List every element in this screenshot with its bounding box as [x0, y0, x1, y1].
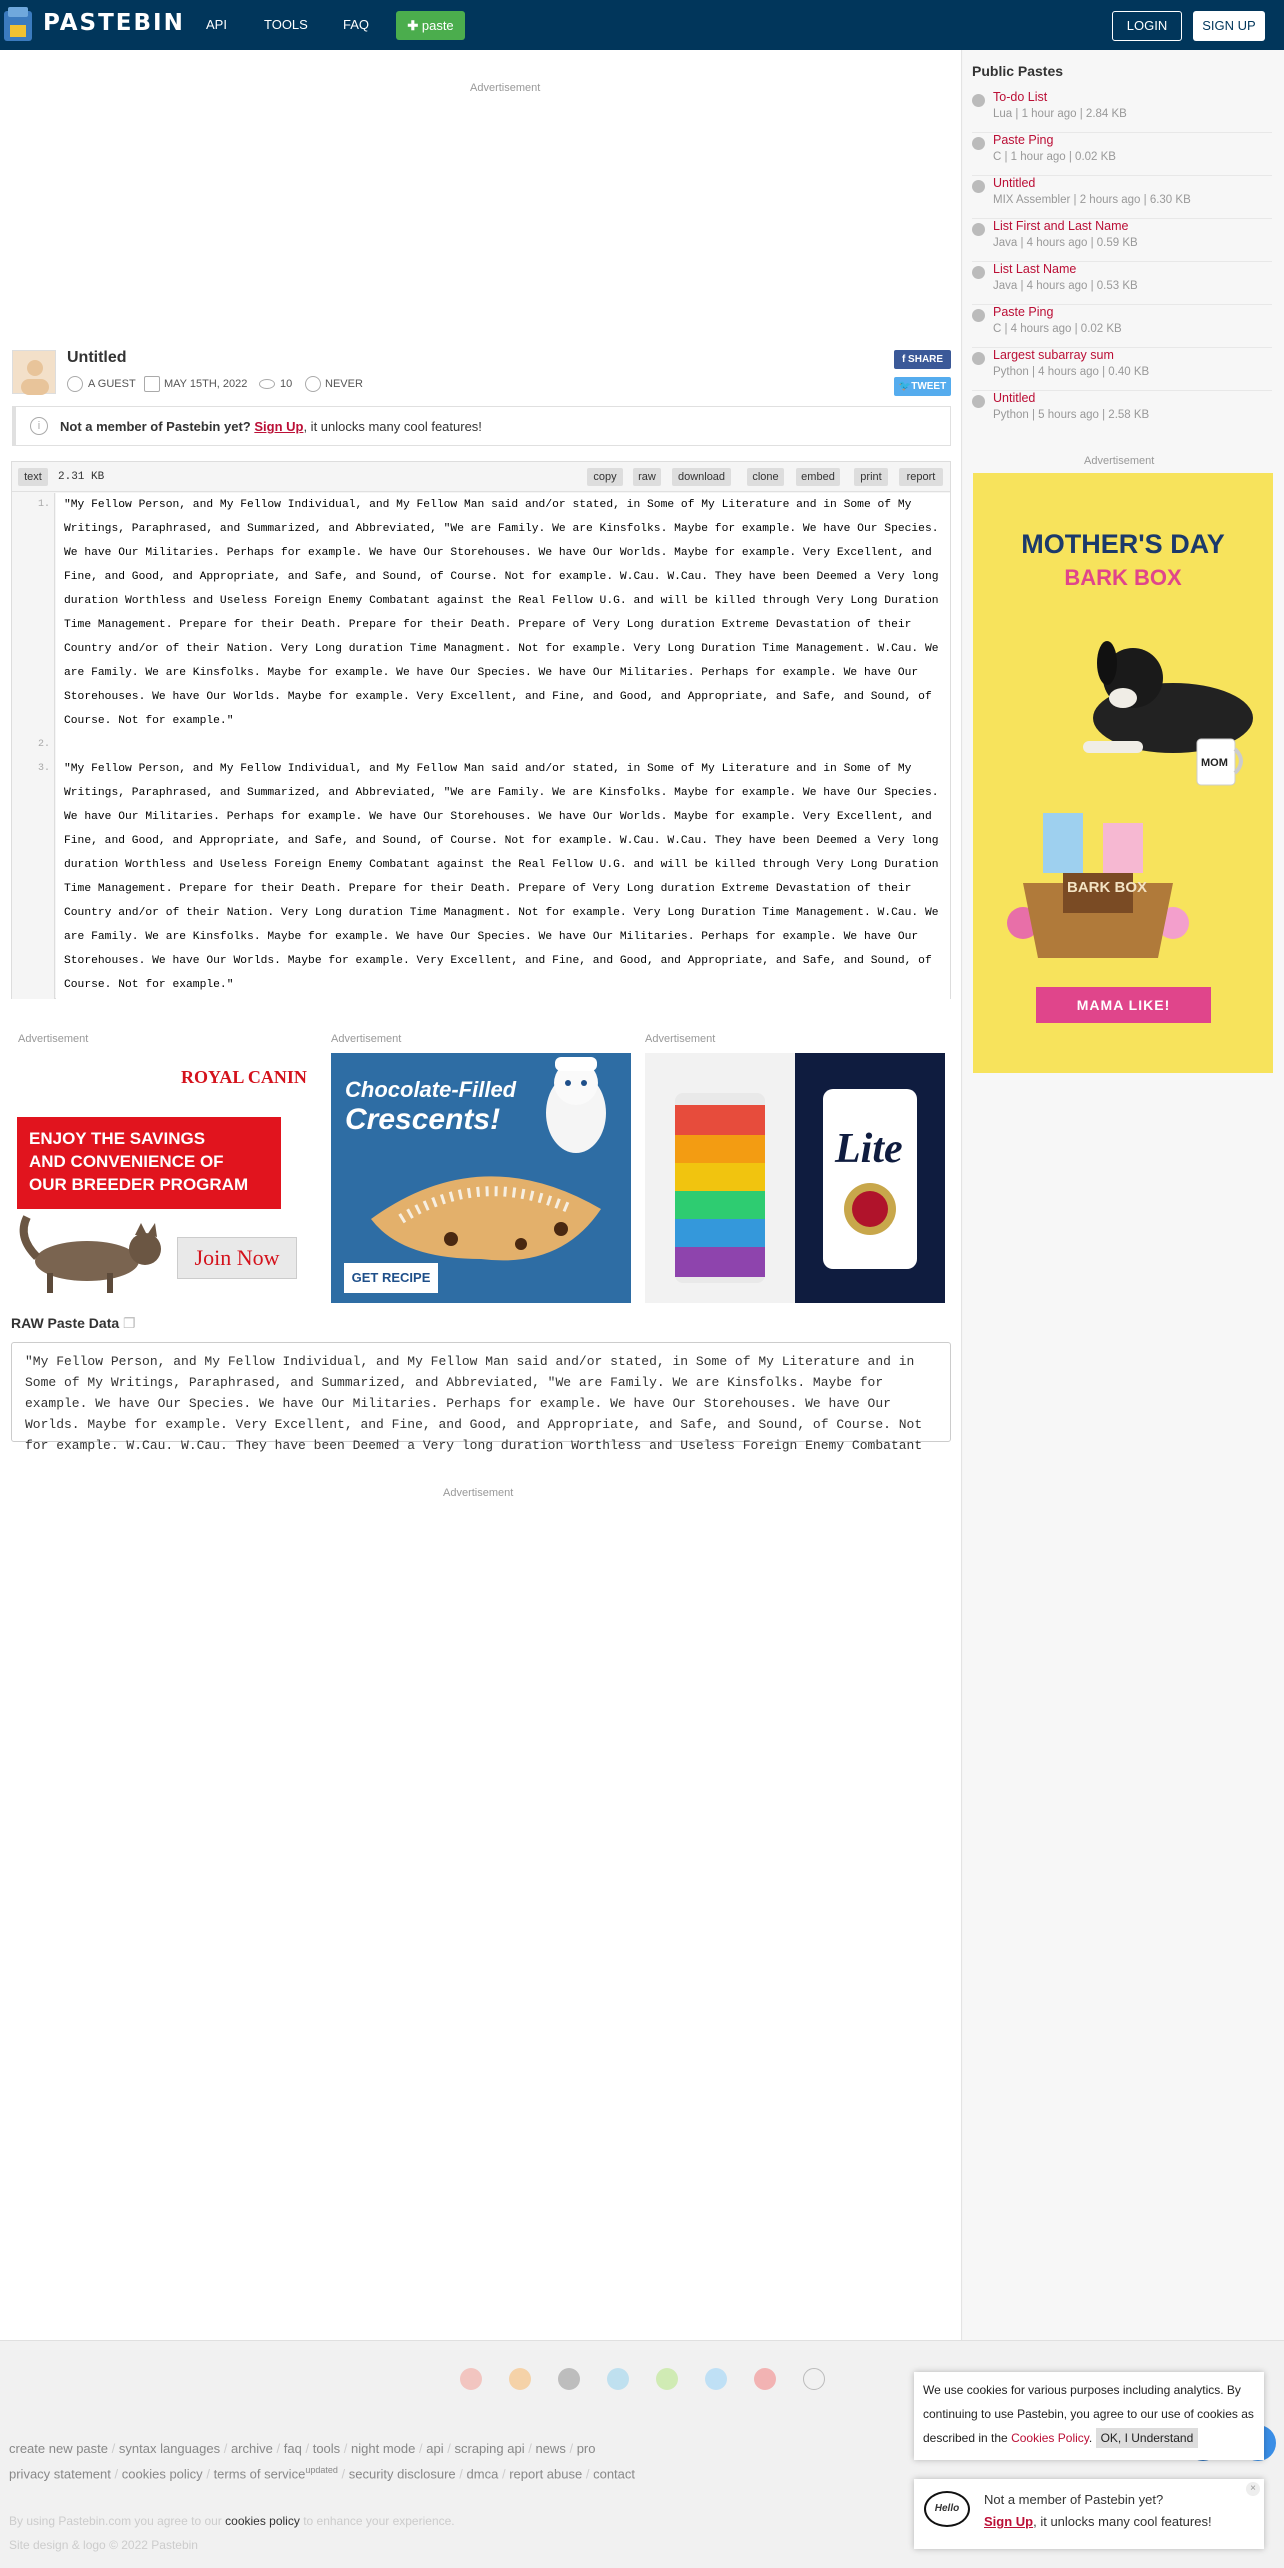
gift-basket-image [1003, 793, 1193, 963]
updated-badge: updated [305, 2465, 338, 2475]
cookie-text: We use cookies for various purposes including analytics. By continuing to use Pastebin, you agree to our use of cookies as described in the [923, 2383, 1254, 2445]
code-line [64, 733, 946, 757]
agree-pre: By using Pastebin.com you agree to our [9, 2514, 222, 2528]
public-paste-item[interactable] [972, 348, 1272, 391]
paste-info: C | 1 hour ago | 0.02 KB [993, 151, 1116, 163]
code-area [12, 493, 950, 999]
footer-syntax-languages[interactable]: syntax languages [118, 2441, 221, 2456]
crescent-image [361, 1149, 611, 1279]
avatar[interactable] [12, 350, 56, 394]
pillsbury-headline2: Crescents! [345, 1103, 501, 1136]
public-paste-item[interactable] [972, 305, 1272, 348]
user-icon [67, 376, 83, 392]
footer-links-row2: privacy statement / cookies policy / terms of service$^{updated}$ / security disclosure / dmca / report abuse / contact [9, 2465, 636, 2482]
footer-security[interactable]: security disclosure [348, 2466, 456, 2482]
chrome-extension-icon[interactable] [460, 2368, 482, 2390]
paste-name[interactable]: List First and Last Name [993, 219, 1129, 233]
agree-cookies-link[interactable]: cookies policy [225, 2514, 300, 2528]
popup-line1: Not a member of Pastebin yet? [984, 2492, 1164, 2507]
paste-info: Python | 4 hours ago | 0.40 KB [993, 366, 1150, 378]
rc-line3: OUR BREEDER PROGRAM [29, 1175, 249, 1194]
notice-bold: Not a member of Pastebin yet? [60, 419, 251, 434]
footer-news[interactable]: news [535, 2441, 566, 2456]
raw-button[interactable]: raw [633, 468, 661, 486]
paste-date: MAY 15TH, 2022 [164, 378, 248, 390]
paste-info: Java | 4 hours ago | 0.53 KB [993, 280, 1138, 292]
syntax-badge[interactable]: text [18, 468, 48, 486]
globe-icon [972, 137, 985, 150]
calendar-icon [144, 376, 160, 392]
footer-pro[interactable]: pro [576, 2441, 596, 2456]
paste-name[interactable]: Untitled [993, 176, 1036, 190]
footer-faq[interactable]: faq [283, 2441, 302, 2456]
paste-size: 2.31 KB [58, 471, 105, 483]
facebook-share-button[interactable] [894, 350, 951, 369]
embed-button[interactable]: embed [796, 468, 840, 486]
paste-name[interactable]: Paste Ping [993, 305, 1054, 319]
pillsbury-ad[interactable] [331, 1053, 631, 1303]
login-button[interactable]: LOGIN [1112, 11, 1182, 41]
footer-archive[interactable]: archive [230, 2441, 273, 2456]
paste-info: Python | 5 hours ago | 2.58 KB [993, 409, 1150, 421]
paste-info: Java | 4 hours ago | 0.59 KB [993, 237, 1138, 249]
join-now-button[interactable]: Join Now [177, 1237, 297, 1279]
footer-create-new-paste[interactable]: create new paste [9, 2441, 109, 2456]
crate-label: BARK BOX [1067, 879, 1148, 896]
line-number: 3. [37, 763, 50, 774]
public-paste-item[interactable] [972, 219, 1272, 262]
public-pastes-title: Public Pastes [972, 63, 1064, 79]
line-number: 1. [37, 499, 50, 510]
cookie-consent-banner: We use cookies for various purposes including analytics. By continuing to use Pastebin, you agree to our use of cookies as described in the Cookies Policy. OK, I Understand [914, 2372, 1264, 2460]
cookie-policy-link[interactable]: Cookies Policy [1011, 2431, 1089, 2445]
lite-can-image [823, 1089, 917, 1269]
agree-post: to enhance your experience. [303, 2514, 455, 2528]
cookie-ok-button[interactable]: OK, I Understand [1096, 2428, 1199, 2448]
globe-icon [972, 180, 985, 193]
new-paste-label: paste [421, 18, 454, 33]
mac-app-icon[interactable] [705, 2368, 727, 2390]
rc-line1: ENJOY THE SAVINGS [29, 1129, 206, 1148]
barkbox-brand: BARK BOX [1064, 565, 1182, 590]
paste-author[interactable]: A GUEST [88, 378, 136, 390]
mug-text: MOM [1201, 757, 1228, 769]
doughboy-image [521, 1053, 631, 1163]
download-button[interactable]: download [672, 468, 731, 486]
paste-views: 10 [280, 378, 293, 390]
paste-name[interactable]: Untitled [993, 391, 1036, 405]
nav-tools[interactable]: TOOLS [264, 17, 308, 32]
footer-night-mode[interactable]: night mode [351, 2441, 416, 2456]
firefox-extension-icon[interactable] [509, 2368, 531, 2390]
popup-signup-link[interactable]: Sign Up [984, 2514, 1034, 2529]
footer-dmca[interactable]: dmca [466, 2466, 499, 2482]
close-icon[interactable]: × [1246, 2482, 1260, 2496]
app-icons-row [460, 2368, 830, 2392]
code-line: "My Fellow Person, and My Fellow Individual, and My Fellow Man said and/or stated, in Some of My Literature and in Some of My Writings, Paraphrased, and Summarized, and Abbreviated, "We are Family. We are Kinsfolks. Maybe for example. We have Our Species. We have Our Militaries. Perhaps for example. We have Our Storehouses. We have Our Worlds. Maybe for example. Very Excellent, and Fine, and Good, and Appropriate, and Safe, and Sound, of Course. Not for example. W.Cau. W.Cau. They have been Deemed a Very long duration Worthless and Useless Foreign Enemy Combatant against the Real Fellow U.G. and will be killed through Very Long Duration Time Management. Prepare for their Death. Prepare for their Death. Prepare of Very Long duration Extreme Devastation of their Country and/or of their Nation. Very Long duration Time Managment. Not for example. Very Long Duration Time Management. W.Cau. We are Family. We are Kinsfolks. Maybe for example. We have Our Species. We have Our Militaries. Perhaps for example. We have Our Storehouses. We have Our Worlds. Maybe for example. Very Excellent, and Fine, and Good, and Appropriate, and Safe, and Sound, of Course. Not for example." [64, 757, 946, 997]
windows-app-icon[interactable] [607, 2368, 629, 2390]
paste-name[interactable]: Largest subarray sum [993, 348, 1114, 362]
globe-icon [972, 266, 985, 279]
public-paste-item[interactable] [972, 133, 1272, 176]
copy-button[interactable]: copy [587, 468, 623, 486]
print-button[interactable]: print [854, 468, 888, 486]
footer-terms[interactable]: terms of service [213, 2466, 306, 2482]
twitter-tweet-button[interactable] [894, 377, 951, 396]
popup-line2 [984, 2514, 1212, 2529]
miller-lite-ad[interactable] [645, 1053, 945, 1303]
signup-button[interactable]: SIGN UP [1193, 11, 1265, 41]
footer-privacy[interactable]: privacy statement [9, 2466, 111, 2482]
public-paste-item[interactable] [972, 176, 1272, 219]
ad-label-3: Advertisement [645, 1033, 716, 1045]
new-paste-button[interactable] [396, 11, 465, 40]
guest-avatar-icon [13, 351, 57, 395]
royal-canin-brand: ROYAL CANIN [181, 1067, 307, 1087]
footer-agree-text [9, 2514, 455, 2528]
public-paste-item[interactable] [972, 391, 1272, 434]
notice-text [60, 419, 482, 434]
ios-app-icon[interactable] [558, 2368, 580, 2390]
paste-name[interactable]: Paste Ping [993, 133, 1054, 147]
public-paste-item[interactable] [972, 90, 1272, 133]
signup-popup [914, 2479, 1264, 2549]
ad-label-top: Advertisement [470, 82, 541, 94]
hello-badge: Hello [924, 2491, 970, 2527]
popup-rest: , it unlocks many cool features! [1033, 2514, 1212, 2529]
paste-info: C | 4 hours ago | 0.02 KB [993, 323, 1122, 335]
raw-title-text: RAW Paste Data [11, 1315, 120, 1331]
twitter-icon: 🐦 [898, 381, 912, 392]
barkbox-headline: MOTHER'S DAY [1021, 529, 1225, 559]
brand-name[interactable]: PASTEBIN [43, 10, 185, 36]
notice-signup-link[interactable]: Sign Up [254, 419, 304, 434]
footer-cookies-policy[interactable]: cookies policy [121, 2466, 203, 2482]
report-button[interactable]: report [899, 468, 943, 486]
notice-rest: , it unlocks many cool features! [303, 419, 482, 434]
paste-info: Lua | 1 hour ago | 2.84 KB [993, 108, 1127, 120]
public-paste-item[interactable] [972, 262, 1272, 305]
plus-icon: ✚ [407, 18, 419, 33]
copy-icon[interactable]: ❐ [123, 1315, 136, 1331]
tweet-label: TWEET [911, 381, 947, 392]
barkbox-ad[interactable] [973, 473, 1273, 1073]
footer-links-row1: create new paste / syntax languages / archive / faq / tools / night mode / api / scraping api / news / pro [9, 2441, 596, 2456]
clock-icon [305, 376, 321, 392]
rc-line2: AND CONVENIENCE OF [29, 1152, 224, 1171]
facebook-icon: f [901, 354, 909, 365]
royal-canin-banner [17, 1117, 281, 1209]
mama-like-button[interactable]: MAMA LIKE! [1036, 987, 1211, 1023]
footer-contact[interactable]: contact [593, 2466, 636, 2482]
footer-report-abuse[interactable]: report abuse [509, 2466, 583, 2482]
paste-expiry: NEVER [325, 378, 363, 390]
nav-faq[interactable]: FAQ [343, 17, 370, 32]
paste-code-box [11, 461, 951, 999]
line-number: 2. [37, 739, 50, 750]
ad-label-2: Advertisement [331, 1033, 402, 1045]
cat-image [17, 1217, 177, 1295]
info-icon: i [30, 417, 48, 435]
globe-icon [972, 94, 985, 107]
ad-label-sidebar: Advertisement [1084, 455, 1155, 467]
globe-icon [972, 223, 985, 236]
rainbow-can-image [665, 1093, 775, 1283]
android-app-icon[interactable] [656, 2368, 678, 2390]
raw-paste-textarea[interactable]: "My Fellow Person, and My Fellow Individual, and My Fellow Man said and/or stated, in Some of My Literature and in Some of My Writings, Paraphrased, and Summarized, and Abbreviated, "We are Family. We are Kinsfolks. Maybe for example. We have Our Species. We have Our Militaries. Perhaps for example. We have Our Storehouses. We have Our Worlds. Maybe for example. Very Excellent, and Fine, and Good, and Appropriate, and Safe, and Sound, of Course. Not for example. W.Cau. W.Cau. They have been Deemed a Very long duration Worthless and Useless Foreign Enemy Combatant [11, 1342, 951, 1442]
signup-notice [12, 406, 951, 446]
pillsbury-headline1: Chocolate-Filled [345, 1077, 517, 1102]
paste-name[interactable]: To-do List [993, 90, 1048, 104]
ad-label-bottom: Advertisement [443, 1487, 514, 1499]
unix-icon[interactable] [803, 2368, 825, 2390]
opera-extension-icon[interactable] [754, 2368, 776, 2390]
footer-api[interactable]: api [426, 2441, 444, 2456]
footer-scraping-api[interactable]: scraping api [454, 2441, 525, 2456]
globe-icon [972, 352, 985, 365]
lite-brand: Lite [835, 1126, 903, 1172]
globe-icon [972, 395, 985, 408]
ad-label-1: Advertisement [18, 1033, 89, 1045]
footer-copyright: Site design & logo © 2022 Pastebin [9, 2538, 198, 2552]
eye-icon [259, 379, 275, 389]
footer-tools[interactable]: tools [312, 2441, 341, 2456]
code-line: "My Fellow Person, and My Fellow Individual, and My Fellow Man said and/or stated, in Some of My Literature and in Some of My Writings, Paraphrased, and Summarized, and Abbreviated, "We are Family. We are Kinsfolks. Maybe for example. We have Our Species. We have Our Militaries. Perhaps for example. We have Our Storehouses. We have Our Worlds. Maybe for example. Very Excellent, and Fine, and Good, and Appropriate, and Safe, and Sound, of Course. Not for example. W.Cau. W.Cau. They have been Deemed a Very long duration Worthless and Useless Foreign Enemy Combatant against the Real Fellow U.G. and will be killed through Very Long Duration Time Management. Prepare for their Death. Prepare for their Death. Prepare of Very Long duration Extreme Devastation of their Country and/or of their Nation. Very Long duration Time Managment. Not for example. Very Long Duration Time Management. W.Cau. We are Family. We are Kinsfolks. Maybe for example. We have Our Species. We have Our Militaries. Perhaps for example. We have Our Storehouses. We have Our Worlds. Maybe for example. Very Excellent, and Fine, and Good, and Appropriate, and Safe, and Sound, of Course. Not for example." [64, 493, 946, 733]
paste-title: Untitled [67, 349, 127, 366]
paste-info: MIX Assembler | 2 hours ago | 6.30 KB [993, 194, 1191, 206]
globe-icon [972, 309, 985, 322]
raw-paste-title [11, 1315, 136, 1332]
pastebin-logo-icon[interactable] [2, 5, 36, 43]
top-navbar [0, 0, 1284, 50]
get-recipe-button[interactable]: GET RECIPE [344, 1263, 438, 1293]
nav-api[interactable]: API [206, 17, 227, 32]
paste-name[interactable]: List Last Name [993, 262, 1077, 276]
royal-canin-ad[interactable] [11, 1053, 311, 1303]
code-toolbar [12, 462, 950, 492]
clone-button[interactable]: clone [747, 468, 784, 486]
share-label: SHARE [908, 354, 944, 365]
